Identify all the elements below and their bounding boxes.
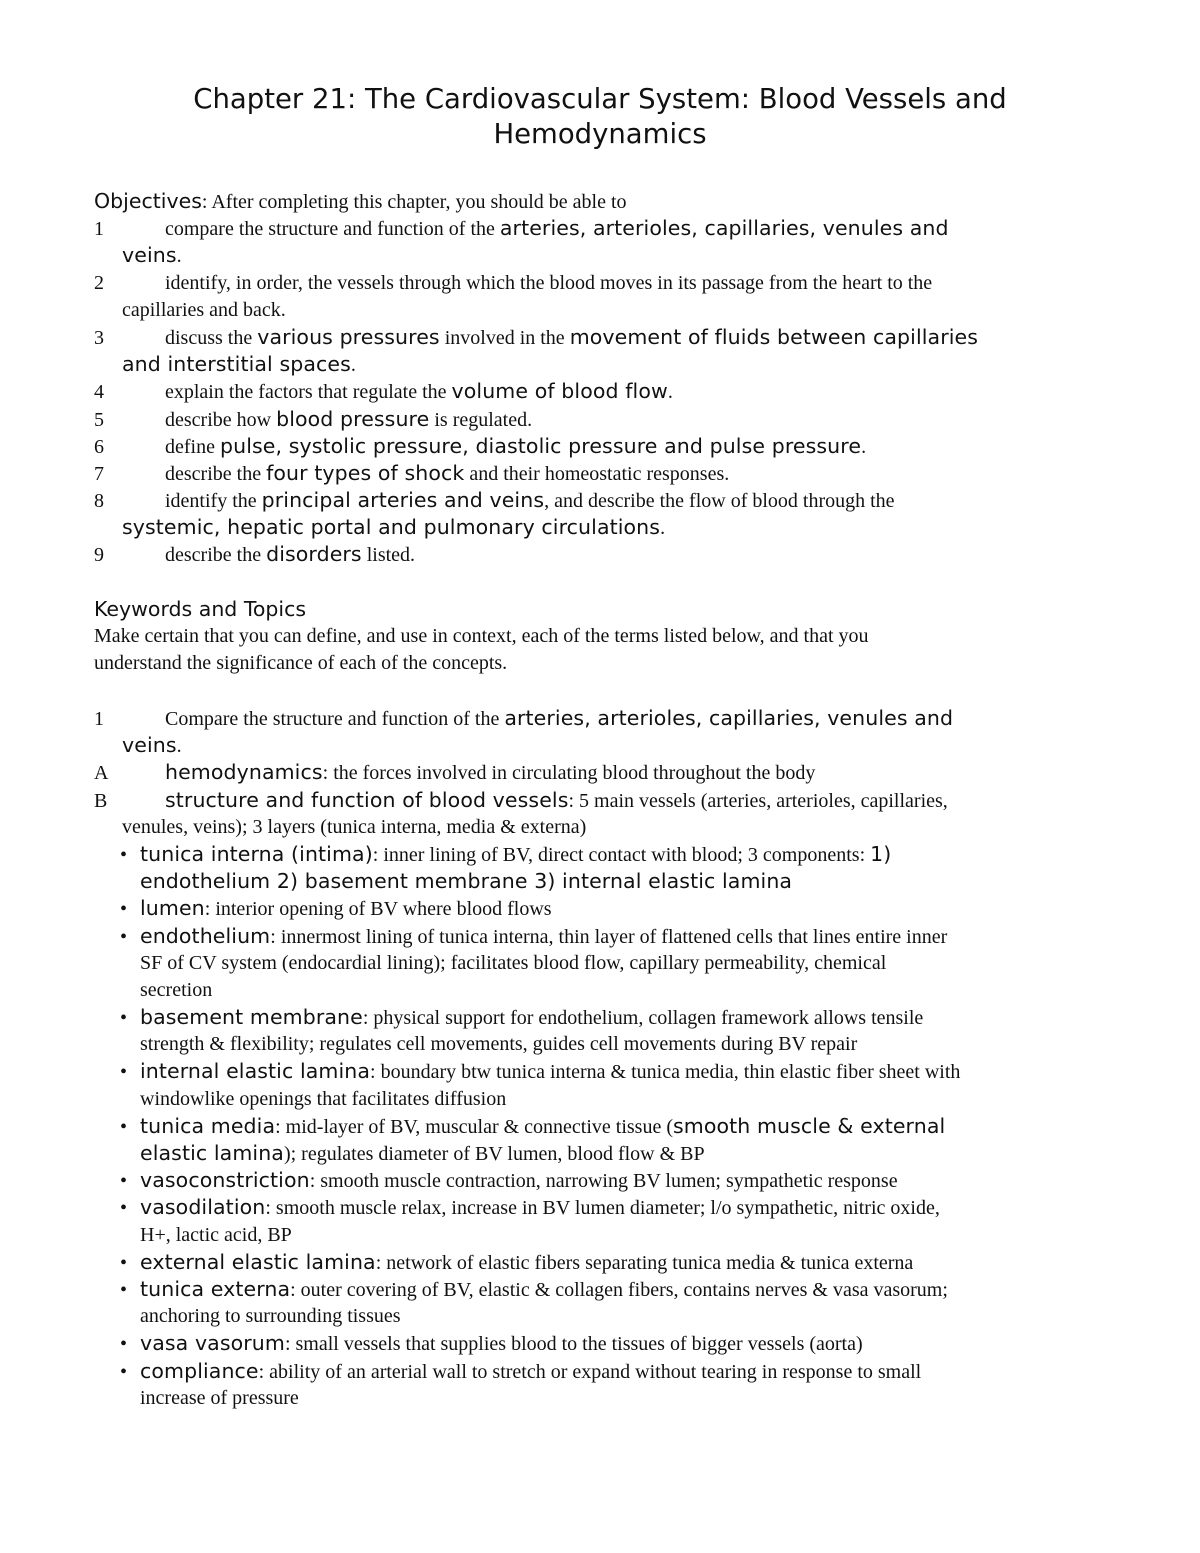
objective-5: 5 describe how blood pressure is regulated. — [94, 406, 533, 431]
topic-section-1: 1 Compare the structure and function of the arteries, arterioles, capillaries, venules and veins. A hemodynamics: the forces involved in circulating blood throughout the body B structure and function of blood vessels: 5 main vessels (arteries, arterioles, capillaries, venules, veins); 3 layers (tunica interna, media & externa) • tunica interna (intima): inner lining of BV, direct contact with blood; 3 components: 1) endothelium 2) basement membrane 3) internal elastic lamina • lumen: interior opening of BV where blood flows • endothelium: innermost lining of tunica interna, thin layer of flattened cells that lines entire inner SF of CV system (endocardial lining); facilitates blood flow, capillary permeability, chemical secretion • basement membrane: physical support for endothelium, collagen framework allows tensile strength & flexibility; regulates cell movements, guides cell movements during BV repair • internal elastic lamina: boundary btw tunica interna & tunica media, thin elastic fiber sheet with windowlike openings that facilitates diffusion • tunica media: mid-layer of BV, muscular & connective tissue (smooth muscle & external elastic lamina); regulates diameter of BV lumen, blood flow & BP • vasoconstriction: smooth muscle contraction, narrowing BV lumen; sympathetic response • vasodilation: smooth muscle relax, increase in BV lumen diameter; l/o sympathetic, nitric oxide, H+, lactic acid, BP • external elastic lamina: network of elastic fibers separating tunica media & tunica externa • tunica externa: outer covering of BV, elastic & collagen fibers, contains nerves & vasa vasorum; anchoring to surrounding tissues • vasa vasorum: small vessels that supplies blood to the tissues of bigger vessels (aorta) • compliance: ability of an arterial wall to stretch or expand without tearing in response to small increase of pressure — [94, 705, 1114, 1412]
objective-8: 8 identify the principal arteries and veins, and describe the flow of blood through the — [94, 488, 895, 513]
keywords-heading: Keywords and Topics — [94, 597, 307, 621]
bullet-internal-elastic-lamina: • internal elastic lamina: boundary btw tunica interna & tunica media, thin elastic fiber sheet with — [120, 1059, 961, 1084]
topic-b-structure: B structure and function of blood vessels: 5 main vessels (arteries, arterioles, capillaries, — [94, 787, 948, 812]
keywords-intro-2: understand the significance of each of the concepts. — [94, 652, 508, 675]
objective-3: 3 discuss the various pressures involved in the movement of fluids between capillaries — [94, 324, 979, 349]
bullet-tunica-media: • tunica media: mid-layer of BV, muscular & connective tissue (smooth muscle & external — [120, 1113, 946, 1138]
bullet-basement-membrane: • basement membrane: physical support for endothelium, collagen framework allows tensile — [120, 1005, 924, 1030]
objective-6: 6 define pulse, systolic pressure, diastolic pressure and pulse pressure. — [94, 433, 867, 458]
keywords-intro-1: Make certain that you can define, and use in context, each of the terms listed below, and that you — [94, 625, 869, 648]
bullet-vasoconstriction: • vasoconstriction: smooth muscle contraction, narrowing BV lumen; sympathetic response — [120, 1168, 898, 1193]
title-line-1: Chapter 21: The Cardiovascular System: Blood Vessels and — [193, 83, 1007, 115]
objectives-heading: Objectives — [94, 189, 202, 213]
objective-1: 1 compare the structure and function of the arteries, arterioles, capillaries, venules and — [94, 216, 949, 241]
objective-7: 7 describe the four types of shock and their homeostatic responses. — [94, 460, 730, 485]
bullet-endothelium: • endothelium: innermost lining of tunica interna, thin layer of flattened cells that lines entire inner — [120, 923, 948, 948]
objective-4: 4 explain the factors that regulate the volume of blood flow. — [94, 379, 673, 404]
bullet-external-elastic-lamina: • external elastic lamina: network of elastic fibers separating tunica media & tunica externa — [120, 1249, 914, 1274]
bullet-lumen: • lumen: interior opening of BV where blood flows — [120, 896, 552, 921]
keywords-section — [94, 596, 1114, 678]
objective-9: 9 describe the disorders listed. — [94, 542, 416, 567]
objectives-section: Objectives: After completing this chapter, you should be able to 1 compare the structure and function of the arteries, arterioles, capillaries, venules and veins. 2 identify, in order, the vessels through which the blood moves in its passage from the heart to the capillaries and back. 3 discuss the various pressures involved in the movement of fluids between capillaries and interstitial spaces. 4 explain the factors that regulate the volume of blood flow. 5 describe how blood pressure is regulated. 6 define pulse, systolic pressure, diastolic pressure and pulse pressure. 7 describe the four types of shock and their homeostatic responses. 8 identify the principal arteries and veins, and describe the flow of blood through the systemic, hepatic portal and pulmonary circulations. 9 describe the disorders listed. — [94, 188, 1114, 569]
page-title — [0, 82, 1200, 152]
topic-a-hemodynamics: A hemodynamics: the forces involved in circulating blood throughout the body — [94, 760, 816, 785]
bullet-tunica-interna: • tunica interna (intima): inner lining of BV, direct contact with blood; 3 components: 1) — [120, 841, 892, 866]
objectives-intro: : After completing this chapter, you should be able to — [201, 191, 627, 213]
bullet-compliance: • compliance: ability of an arterial wall to stretch or expand without tearing in response to small — [120, 1358, 922, 1383]
bullet-vasodilation: • vasodilation: smooth muscle relax, increase in BV lumen diameter; l/o sympathetic, nitric oxide, — [120, 1195, 940, 1220]
objective-2: 2 identify, in order, the vessels through which the blood moves in its passage from the heart to the — [94, 271, 933, 294]
title-line-2: Hemodynamics — [493, 118, 707, 150]
topic-1-heading: 1 Compare the structure and function of the arteries, arterioles, capillaries, venules and — [94, 706, 954, 730]
bullet-vasa-vasorum: • vasa vasorum: small vessels that supplies blood to the tissues of bigger vessels (aorta) — [120, 1331, 863, 1356]
bullet-tunica-externa: • tunica externa: outer covering of BV, elastic & collagen fibers, contains nerves & vasa vasorum; — [120, 1276, 948, 1301]
